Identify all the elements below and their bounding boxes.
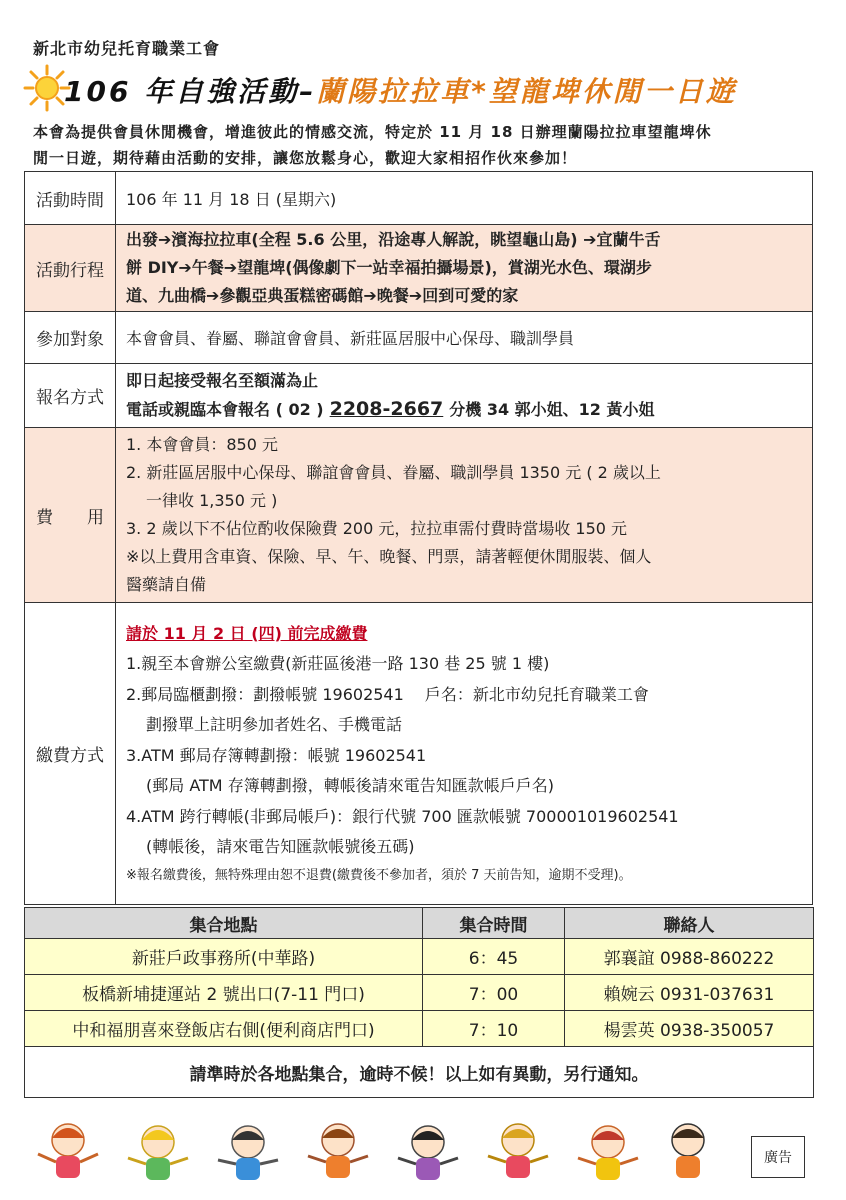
row-registration <box>25 364 813 428</box>
fee-line: 醫藥請自備 <box>126 575 207 594</box>
row-fees <box>25 428 813 603</box>
fee-line: 2. 新莊區居服中心保母、聯誼會會員、眷屬、職訓學員 1350 元 ( 2 歲以上 <box>126 463 661 482</box>
fees-value <box>116 428 813 603</box>
registration-suffix: 分機 34 郭小姐、12 黃小姐 <box>449 400 655 419</box>
meeting-row <box>25 1011 814 1047</box>
child-figure-icon <box>488 1124 548 1178</box>
child-figure-icon <box>308 1124 368 1178</box>
itinerary-label: 活動行程 <box>25 225 116 312</box>
itinerary-line: 出發➔濱海拉拉車(全程 5.6 公里，沿途專人解說，眺望龜山島) ➔宜蘭牛舌 <box>126 230 661 249</box>
schedule-value: 106 年 11 月 18 日 (星期六) <box>116 172 813 225</box>
fees-label: 費 用 <box>25 428 116 603</box>
row-participants <box>25 312 813 364</box>
intro-line: 本會為提供會員休閒機會，增進彼此的情感交流，特定於 11 月 18 日辦理蘭陽拉拉車望龍埤休 <box>33 123 712 141</box>
participants-value: 本會會員、眷屬、聯誼會會員、新莊區居服中心保母、職訓學員 <box>116 312 813 364</box>
payment-note: ※報名繳費後，無特殊理由恕不退費(繳費後不參加者，須於 7 天前告知，逾期不受理)。 <box>126 867 632 883</box>
child-figure-icon <box>128 1126 188 1180</box>
fee-line: 3. 2 歲以下不佔位酌收保險費 200 元，拉拉車需付費時當場收 150 元 <box>126 519 628 538</box>
meeting-footer: 請準時於各地點集合，逾時不候！以上如有異動，另行通知。 <box>25 1047 814 1098</box>
meeting-header: 聯絡人 <box>565 908 814 939</box>
payment-line: 1.親至本會辦公室繳費(新莊區後港一路 130 巷 25 號 1 樓) <box>126 654 550 673</box>
page-title <box>64 70 737 110</box>
meeting-contact: 楊雲英 0938-350057 <box>565 1011 814 1047</box>
participants-label: 參加對象 <box>25 312 116 364</box>
row-schedule <box>25 172 813 225</box>
intro-text <box>33 119 813 171</box>
meeting-table <box>24 907 814 1098</box>
meeting-time: 6：45 <box>423 939 565 975</box>
payment-line: (轉帳後，請來電告知匯款帳號後五碼) <box>146 837 415 856</box>
meeting-place: 中和福朋喜來登飯店右側(便利商店門口) <box>25 1011 423 1047</box>
itinerary-value <box>116 225 813 312</box>
intro-line: 閒一日遊，期待藉由活動的安排，讓您放鬆身心，歡迎大家相招作伙來參加！ <box>33 149 578 167</box>
itinerary-line: 道、九曲橋➔參觀亞典蛋糕密碼館➔晚餐➔回到可愛的家 <box>126 286 519 305</box>
child-figure-icon <box>38 1124 98 1178</box>
payment-line: 2.郵局臨櫃劃撥：劃撥帳號 19602541 戶名：新北市幼兒托育職業工會 <box>126 684 649 704</box>
child-figure-icon <box>578 1126 638 1180</box>
ad-label: 廣告 <box>751 1136 805 1178</box>
meeting-footer-row <box>25 1047 814 1098</box>
itinerary-line: 餅 DIY➔午餐➔望龍埤(偶像劇下一站幸福拍攝場景)，賞湖光水色、環湖步 <box>126 258 652 277</box>
row-itinerary <box>25 225 813 312</box>
payment-line: 劃撥單上註明參加者姓名、手機電話 <box>146 715 403 734</box>
child-figure-icon <box>218 1126 278 1180</box>
org-name: 新北市幼兒托育職業工會 <box>33 39 221 58</box>
title-part-1: 106 年自強活動– <box>64 75 317 108</box>
payment-deadline: 請於 11 月 2 日 (四) 前完成繳費 <box>126 623 368 643</box>
meeting-time: 7：10 <box>423 1011 565 1047</box>
meeting-row <box>25 975 814 1011</box>
meeting-row <box>25 939 814 975</box>
meeting-header-row <box>25 908 814 939</box>
payment-value <box>116 603 813 905</box>
payment-line: 3.ATM 郵局存簿轉劃撥：帳號 19602541 <box>126 745 427 765</box>
registration-value <box>116 364 813 428</box>
phone-number: 2208-2667 <box>329 398 444 420</box>
meeting-header: 集合地點 <box>25 908 423 939</box>
fee-line: 1. 本會會員：850 元 <box>126 435 278 454</box>
children-illustration <box>28 1118 718 1190</box>
meeting-place: 新莊戶政事務所(中華路) <box>25 939 423 975</box>
meeting-contact: 郭襄誼 0988-860222 <box>565 939 814 975</box>
payment-label: 繳費方式 <box>25 603 116 905</box>
fee-line: ※以上費用含車資、保險、早、午、晚餐、門票，請著輕便休閒服裝、個人 <box>126 547 652 566</box>
meeting-time: 7：00 <box>423 975 565 1011</box>
registration-label: 報名方式 <box>25 364 116 428</box>
fee-line: 一律收 1,350 元 ) <box>146 491 278 510</box>
schedule-label: 活動時間 <box>25 172 116 225</box>
meeting-header: 集合時間 <box>423 908 565 939</box>
title-part-2: 蘭陽拉拉車*望龍埤休閒一日遊 <box>316 75 737 108</box>
row-payment <box>25 603 813 905</box>
payment-line: 4.ATM 跨行轉帳(非郵局帳戶)：銀行代號 700 匯款帳號 700001019602541 <box>126 806 679 826</box>
meeting-place: 板橋新埔捷運站 2 號出口(7-11 門口) <box>25 975 423 1011</box>
info-table <box>24 171 813 905</box>
payment-line: (郵局 ATM 存簿轉劃撥，轉帳後請來電告知匯款帳戶戶名) <box>146 776 554 795</box>
child-figure-icon <box>672 1124 704 1178</box>
registration-line-1: 即日起接受報名至額滿為止 <box>126 371 319 390</box>
meeting-contact: 賴婉云 0931-037631 <box>565 975 814 1011</box>
child-figure-icon <box>398 1126 458 1180</box>
registration-line-2 <box>126 395 802 424</box>
registration-prefix: 電話或親臨本會報名 ( 02 ) <box>126 400 324 419</box>
